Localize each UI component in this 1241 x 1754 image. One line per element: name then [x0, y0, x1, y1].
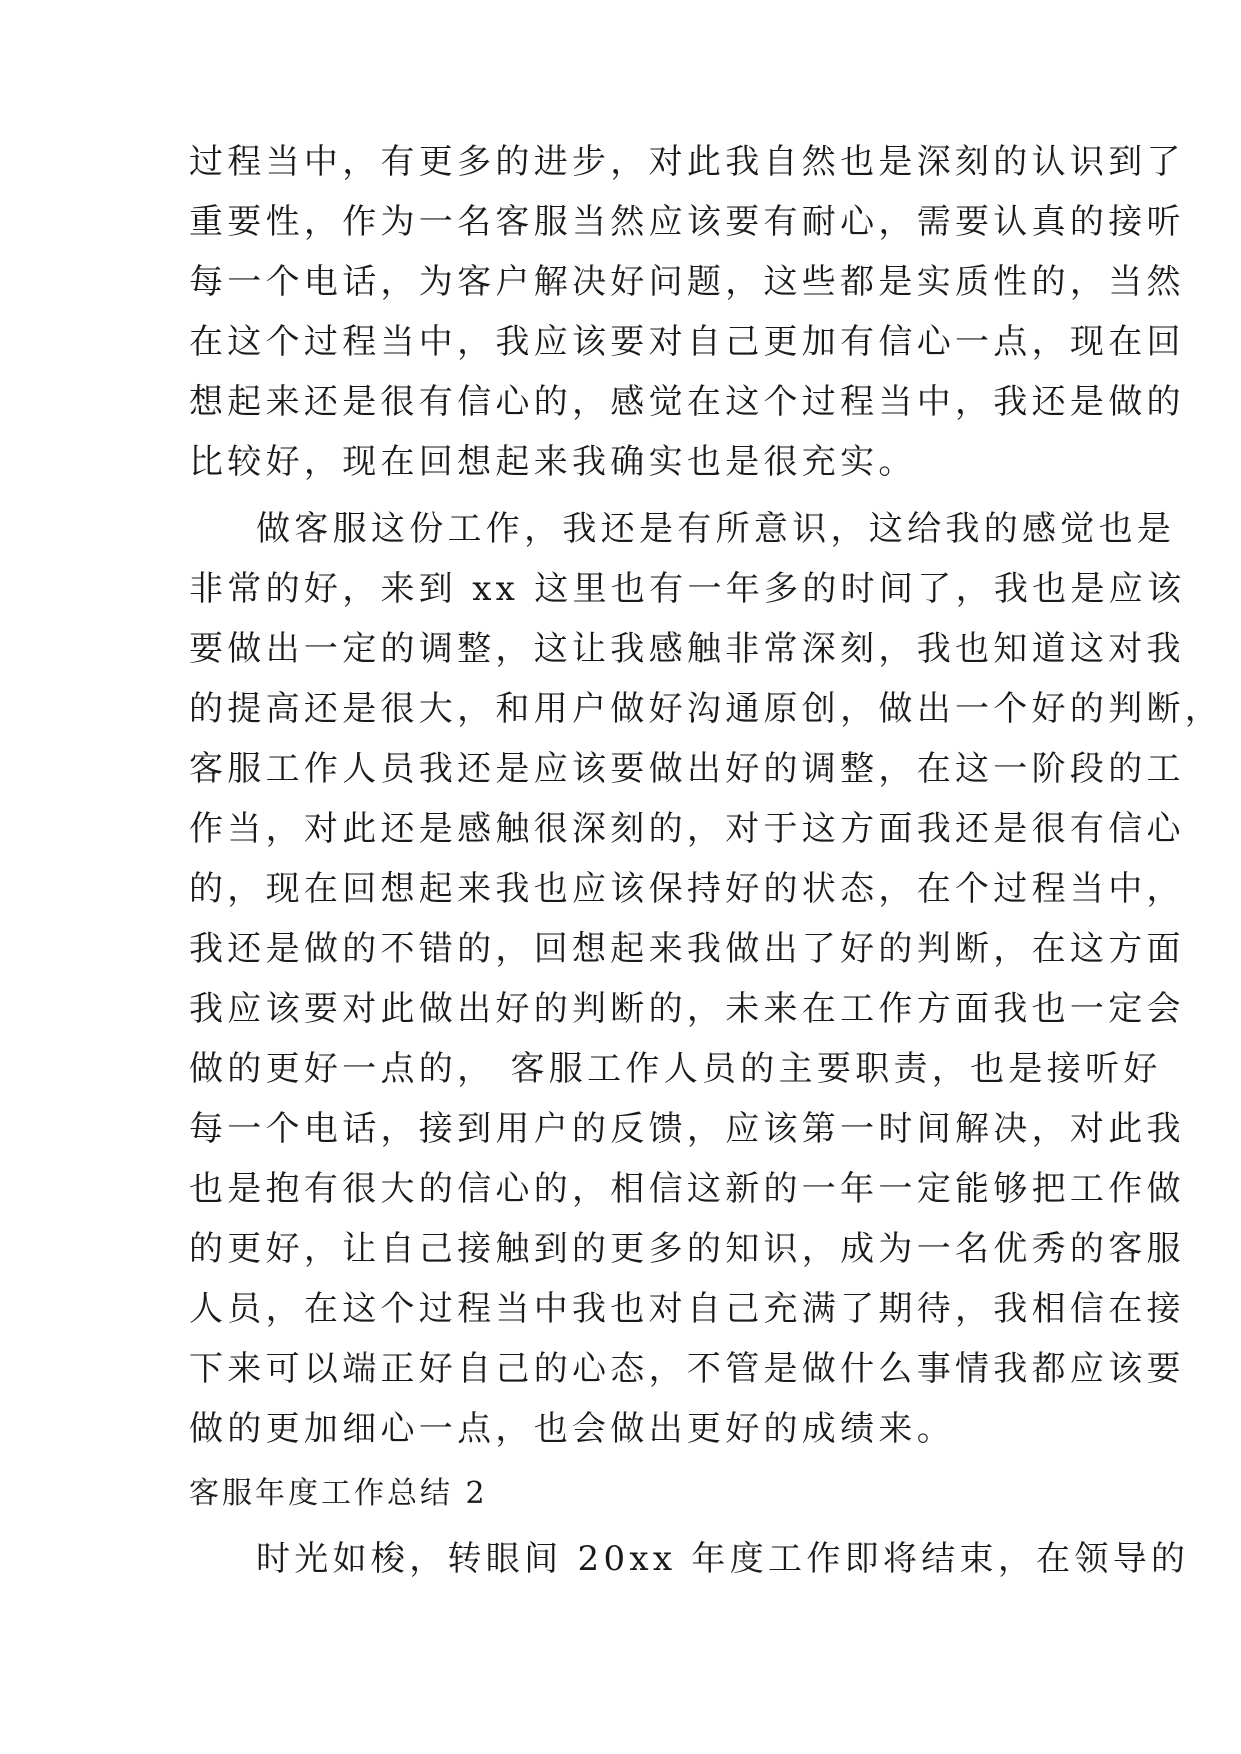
paragraph2-line-14: 人员，在这个过程当中我也对自己充满了期待，我相信在接 [189, 1289, 1185, 1329]
paragraph2-line-13: 的更好，让自己接触到的更多的知识，成为一名优秀的客服 [189, 1229, 1185, 1269]
paragraph2-line-5: 客服工作人员我还是应该要做出好的调整，在这一阶段的工 [189, 749, 1185, 789]
paragraph3-line-1: 时光如梭，转眼间 20xx 年度工作即将结束，在领导的 [256, 1539, 1190, 1579]
paragraph2-line-15: 下来可以端正好自己的心态，不管是做什么事情我都应该要 [189, 1349, 1185, 1389]
paragraph2-line-12: 也是抱有很大的信心的，相信这新的一年一定能够把工作做 [189, 1169, 1185, 1209]
paragraph2-line-2: 非常的好，来到 xx 这里也有一年多的时间了，我也是应该 [189, 569, 1186, 609]
paragraph2-line-10: 做的更好一点的， 客服工作人员的主要职责，也是接听好 [189, 1049, 1162, 1089]
paragraph2-line-1: 做客服这份工作，我还是有所意识，这给我的感觉也是 [256, 509, 1176, 549]
paragraph1-line-2: 重要性，作为一名客服当然应该要有耐心，需要认真的接听 [189, 202, 1185, 242]
paragraph2-line-9: 我应该要对此做出好的判断的，未来在工作方面我也一定会 [189, 989, 1185, 1029]
paragraph2-line-6: 作当，对此还是感触很深刻的，对于这方面我还是很有信心 [189, 809, 1185, 849]
paragraph1-line-6: 比较好，现在回想起来我确实也是很充实。 [189, 442, 917, 482]
paragraph2-line-3: 要做出一定的调整，这让我感触非常深刻，我也知道这对我 [189, 629, 1185, 669]
paragraph2-line-8: 我还是做的不错的，回想起来我做出了好的判断，在这方面 [189, 929, 1185, 969]
paragraph1-line-5: 想起来还是很有信心的，感觉在这个过程当中，我还是做的 [189, 382, 1185, 422]
section-heading: 客服年度工作总结 2 [189, 1476, 488, 1511]
paragraph1-line-1: 过程当中，有更多的进步，对此我自然也是深刻的认识到了 [189, 142, 1185, 182]
paragraph2-line-11: 每一个电话，接到用户的反馈，应该第一时间解决，对此我 [189, 1109, 1185, 1149]
paragraph1-line-3: 每一个电话，为客户解决好问题，这些都是实质性的，当然 [189, 262, 1185, 302]
paragraph1-line-4: 在这个过程当中，我应该要对自己更加有信心一点，现在回 [189, 322, 1185, 362]
paragraph2-line-7: 的，现在回想起来我也应该保持好的状态，在个过程当中， [189, 869, 1185, 909]
paragraph2-line-4: 的提高还是很大，和用户做好沟通原创，做出一个好的判断， [189, 689, 1224, 729]
paragraph2-line-16: 做的更加细心一点，也会做出更好的成绩来。 [189, 1409, 955, 1449]
